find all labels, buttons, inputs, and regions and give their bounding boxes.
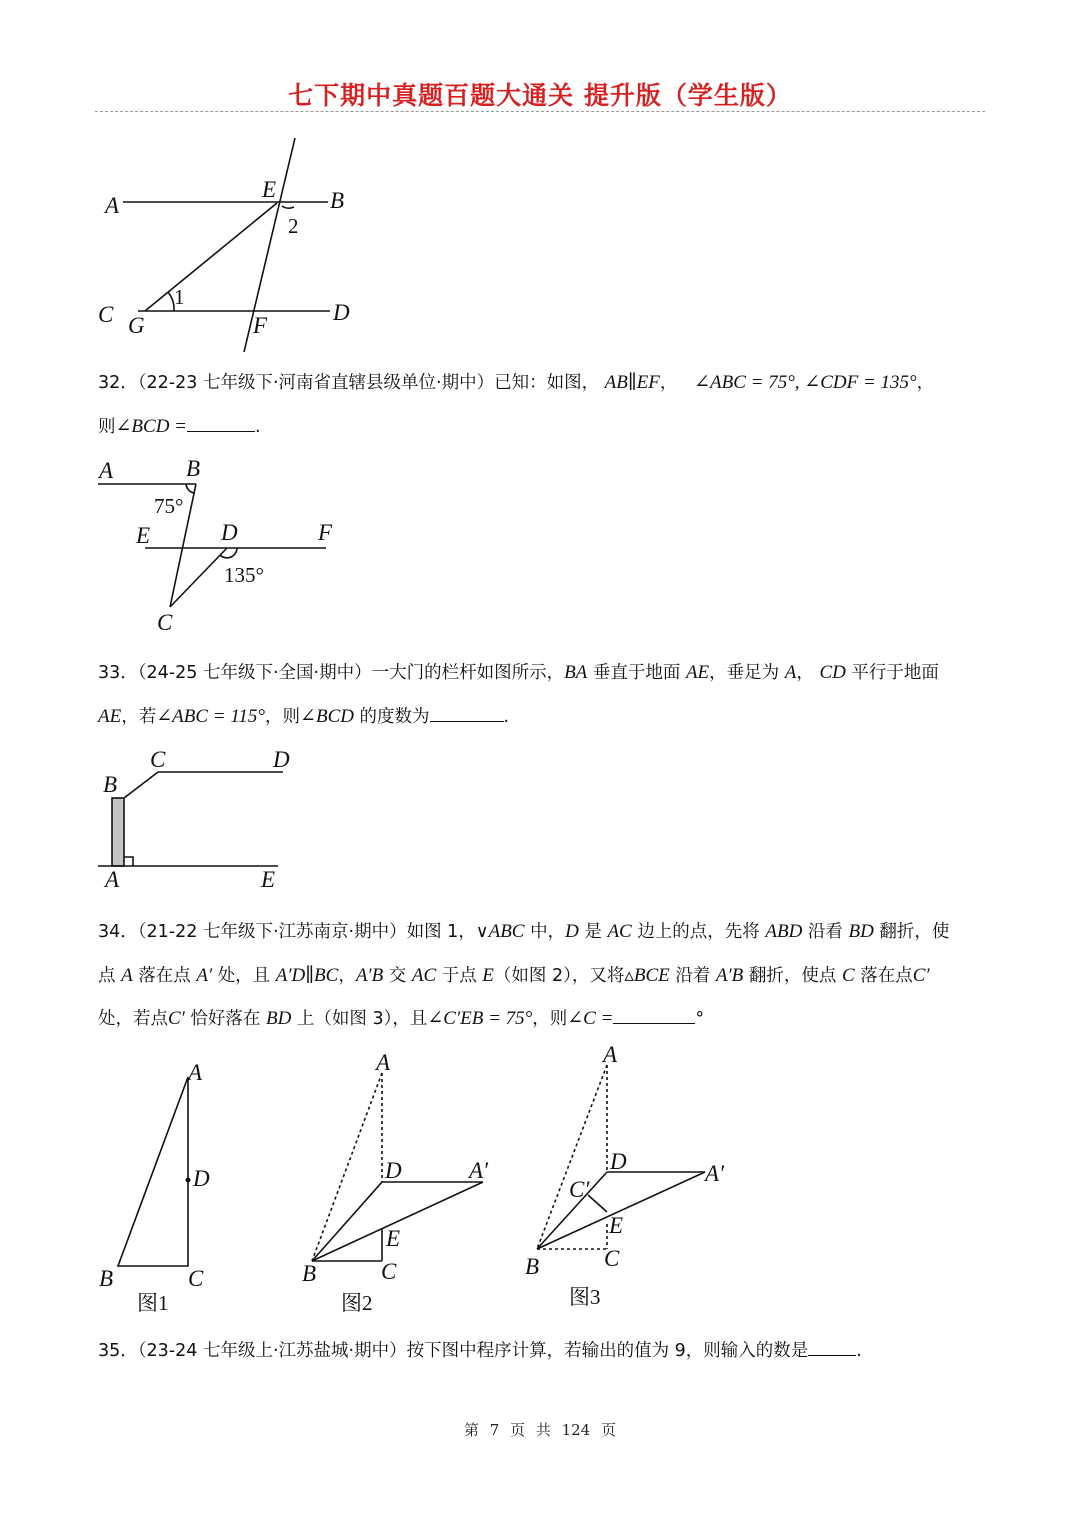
question-35: 35．（23-24 七年级上·江苏盐城·期中）按下图中程序计算，若输出的值为 9，则输入的数是 . [98,1341,862,1361]
label-d: D [610,1149,627,1174]
question-32-line-1: 32．（22-23 七年级下·河南省直辖县级单位·期中）已知：如图， AB∥EF， ∠ABC = 75°, ∠CDF = 135°， [98,372,935,393]
label-75: 75° [154,494,184,518]
segment-cd [170,548,227,607]
label-b: B [302,1261,317,1286]
question-34-line-1: 34．（21-22 七年级下·江苏南京·期中）如图 1，∨ABC 中，D 是 AC 边上的点，先将 ABD 沿看 BD 翻折，使 [98,921,950,942]
title-divider [95,111,985,112]
label-c: C [98,302,114,327]
triangle-abc [118,1077,188,1266]
label-angle-2: 2 [288,214,299,238]
figure-q31 [90,130,370,355]
label-d: D [221,520,238,545]
answer-blank [808,1341,856,1356]
figure-q32 [90,455,350,640]
label-c-prime: C′ [569,1177,590,1202]
label-e: E [136,523,151,548]
segment-c-prime-e [588,1195,607,1212]
segment-bd [312,1182,382,1261]
label-b: B [525,1254,540,1279]
figure-3 [520,1040,735,1320]
point-d [186,1178,191,1183]
label-a: A [376,1050,391,1075]
page-number: 第 7 页 共 124 页 [463,1421,616,1439]
label-a: A [105,193,120,218]
question-34-line-3: 处，若点C′ 恰好落在 BD 上（如图 3），且∠C′EB = 75°，则∠C = ° [98,1008,705,1029]
label-e: E [261,867,276,892]
caption-fig2: 图2 [341,1291,373,1315]
label-c: C [188,1266,204,1291]
label-e: E [262,177,277,202]
caption-fig3: 图3 [569,1285,601,1309]
label-a-prime: A′ [469,1158,489,1183]
answer-blank [613,1009,695,1024]
label-f: F [253,313,268,338]
label-g: G [128,313,145,338]
label-a: A [105,867,120,892]
label-c: C [157,610,173,635]
label-d: D [273,747,290,772]
label-135: 135° [224,563,264,587]
figure-1 [95,1055,225,1320]
label-f: F [318,520,333,545]
label-e: E [609,1213,624,1238]
right-angle-mark [124,857,133,866]
line-ef [244,138,295,352]
label-c: C [604,1246,620,1271]
angle-75-arc [186,484,194,493]
label-a: A [188,1060,203,1085]
answer-blank [430,707,504,722]
label-b: B [103,772,118,797]
figure-2 [295,1050,505,1325]
label-c: C [150,747,166,772]
label-b: B [186,456,201,481]
segment-bc [124,772,158,798]
label-a: A [99,458,114,483]
label-e: E [386,1226,401,1251]
label-b: B [330,188,345,213]
label-angle-1: 1 [174,285,185,309]
label-a-prime: A′ [705,1161,725,1186]
label-c: C [381,1259,397,1284]
question-33-line-1: 33．（24-25 七年级下·全国·期中）一大门的栏杆如图所示，BA 垂直于地面 AE，垂足为 A， CD 平行于地面 [98,662,939,683]
label-d: D [385,1158,402,1183]
label-d: D [193,1166,210,1191]
page-title: 七下期中真题百题大通关 提升版（学生版） [288,81,792,110]
caption-fig1: 图1 [137,1291,169,1315]
angle-2-arc [282,206,294,208]
question-33-line-2: AE，若∠ABC = 115°，则∠BCD 的度数为 . [98,706,510,727]
answer-blank [187,417,255,432]
label-b: B [99,1266,114,1291]
post-ba [112,798,124,866]
label-a: A [603,1042,618,1067]
question-34-line-2: 点 A 落在点 A′ 处，且 A′D∥BC，A′B 交 AC 于点 E（如图 2），又将▵BCE 沿着 A′B 翻折，使点 C 落在点C′ [98,965,930,986]
question-32-line-2: 则∠BCD = . [98,416,261,437]
label-d: D [333,300,350,325]
figure-q33 [95,745,300,895]
